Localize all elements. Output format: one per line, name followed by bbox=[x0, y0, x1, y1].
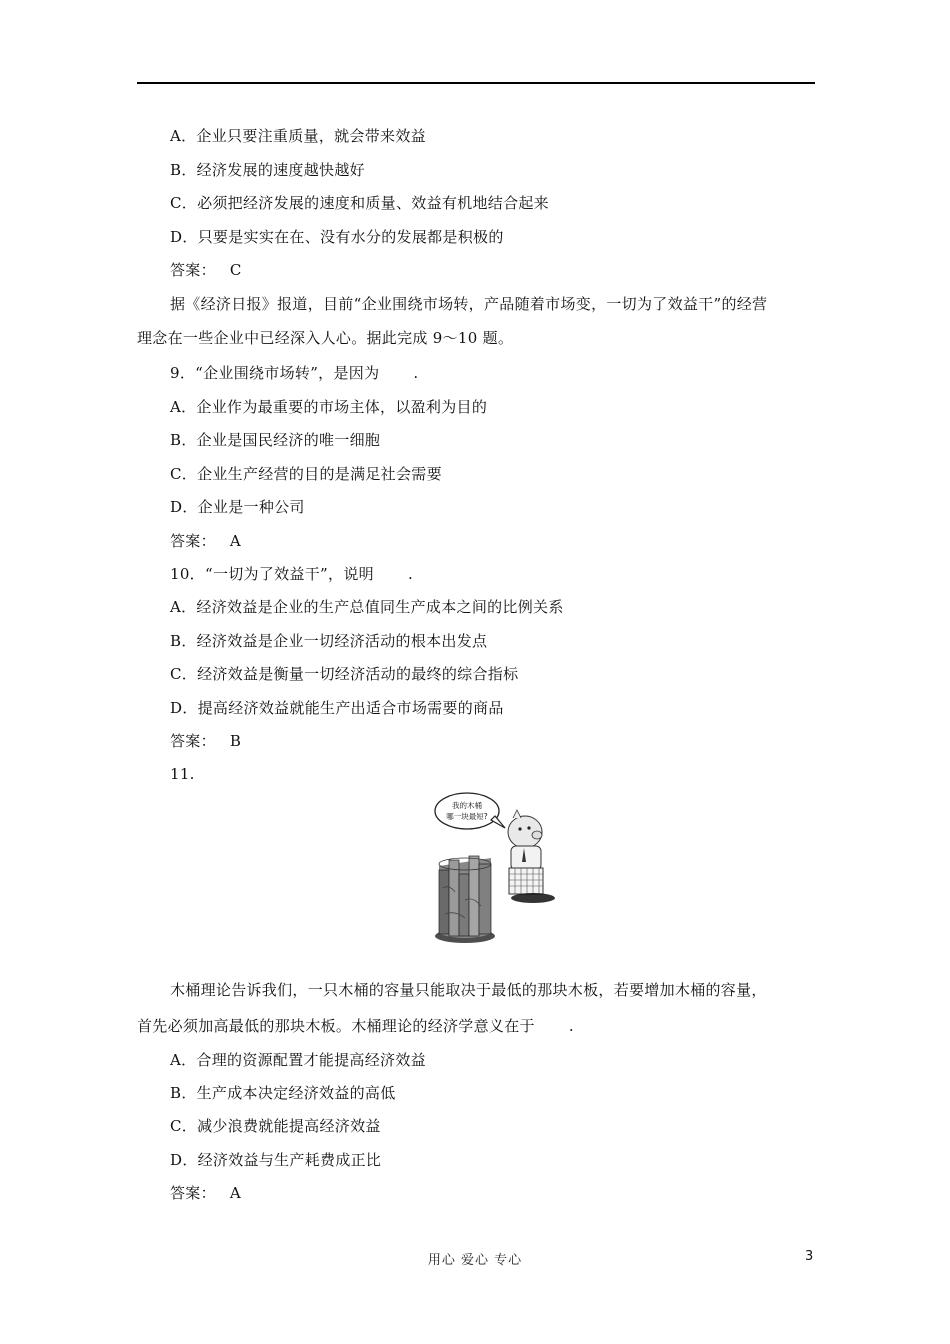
page-number: 3 bbox=[805, 1249, 814, 1264]
wooden-bucket-cartoon bbox=[425, 788, 555, 948]
q10-option-c: C．经济效益是衡量一切经济活动的最终的综合指标 bbox=[170, 665, 519, 683]
q10-option-a: A．经济效益是企业的生产总值同生产成本之间的比例关系 bbox=[170, 598, 564, 616]
speech-bubble bbox=[435, 793, 499, 829]
header-rule bbox=[137, 82, 815, 84]
cartoon-character bbox=[508, 810, 555, 903]
q11-option-c: C．减少浪费就能提高经济效益 bbox=[170, 1117, 381, 1135]
q11-answer bbox=[170, 1183, 241, 1203]
q11-text-line-1: 木桶理论告诉我们，一只木桶的容量只能取决于最低的那块木板，若要增加木桶的容量， bbox=[170, 981, 767, 999]
q10-stem-text: 10．“一切为了效益干”，说明 bbox=[170, 565, 374, 583]
q10-answer bbox=[170, 731, 241, 751]
q8-option-b: B．经济发展的速度越快越好 bbox=[170, 161, 365, 179]
answer-label: 答案： bbox=[170, 261, 216, 279]
q9-stem-text: 9．“企业围绕市场转”，是因为 bbox=[170, 364, 380, 382]
footer-slogan: 用心 爱心 专心 bbox=[427, 1253, 523, 1268]
q8-option-a: A．企业只要注重质量，就会带来效益 bbox=[170, 127, 426, 145]
answer-value: A bbox=[229, 532, 242, 550]
q9-stem bbox=[170, 363, 418, 383]
q11-option-a: A．合理的资源配置才能提高经济效益 bbox=[170, 1051, 426, 1069]
q8-option-c: C．必须把经济发展的速度和质量、效益有机地结合起来 bbox=[170, 194, 549, 212]
q9-answer bbox=[170, 531, 241, 551]
q10-option-d: D．提高经济效益就能生产出适合市场需要的商品 bbox=[170, 699, 504, 717]
q11-text-line-2 bbox=[137, 1016, 574, 1036]
q11-text-line-2-content: 首先必须加高最低的那块木板。木桶理论的经济学意义在于 bbox=[137, 1017, 535, 1035]
q10-option-b: B．经济效益是企业一切经济活动的根本出发点 bbox=[170, 632, 488, 650]
q11-option-b: B．生产成本决定经济效益的高低 bbox=[170, 1084, 396, 1102]
q8-answer bbox=[170, 260, 242, 280]
answer-blank: . bbox=[568, 1017, 574, 1035]
answer-value: B bbox=[229, 732, 242, 750]
q8-option-d: D．只要是实实在在、没有水分的发展都是积极的 bbox=[170, 228, 504, 246]
q9-option-b: B．企业是国民经济的唯一细胞 bbox=[170, 431, 381, 449]
answer-label: 答案： bbox=[170, 532, 216, 550]
q10-stem bbox=[170, 564, 413, 584]
bucket-illustration bbox=[425, 788, 555, 948]
answer-blank: . bbox=[413, 364, 419, 382]
answer-label: 答案： bbox=[170, 732, 216, 750]
answer-value: C bbox=[229, 261, 242, 279]
answer-label: 答案： bbox=[170, 1184, 216, 1202]
q9-option-a: A．企业作为最重要的市场主体，以盈利为目的 bbox=[170, 398, 488, 416]
answer-value: A bbox=[229, 1184, 242, 1202]
bubble-text-1: 我的木桶 bbox=[452, 801, 482, 810]
wooden-bucket bbox=[435, 856, 495, 943]
intro-line-2: 理念在一些企业中已经深入人心。据此完成 9～10 题。 bbox=[137, 329, 514, 347]
q11-number: 11. bbox=[170, 765, 195, 783]
q9-option-d: D．企业是一种公司 bbox=[170, 498, 305, 516]
q9-option-c: C．企业生产经营的目的是满足社会需要 bbox=[170, 465, 442, 483]
bubble-text-2: 哪一块最短? bbox=[446, 812, 488, 821]
q11-option-d: D．经济效益与生产耗费成正比 bbox=[170, 1151, 382, 1169]
intro-line-1: 据《经济日报》报道，目前“企业围绕市场转，产品随着市场变，一切为了效益干”的经营 bbox=[170, 295, 768, 313]
answer-blank: . bbox=[407, 565, 414, 583]
